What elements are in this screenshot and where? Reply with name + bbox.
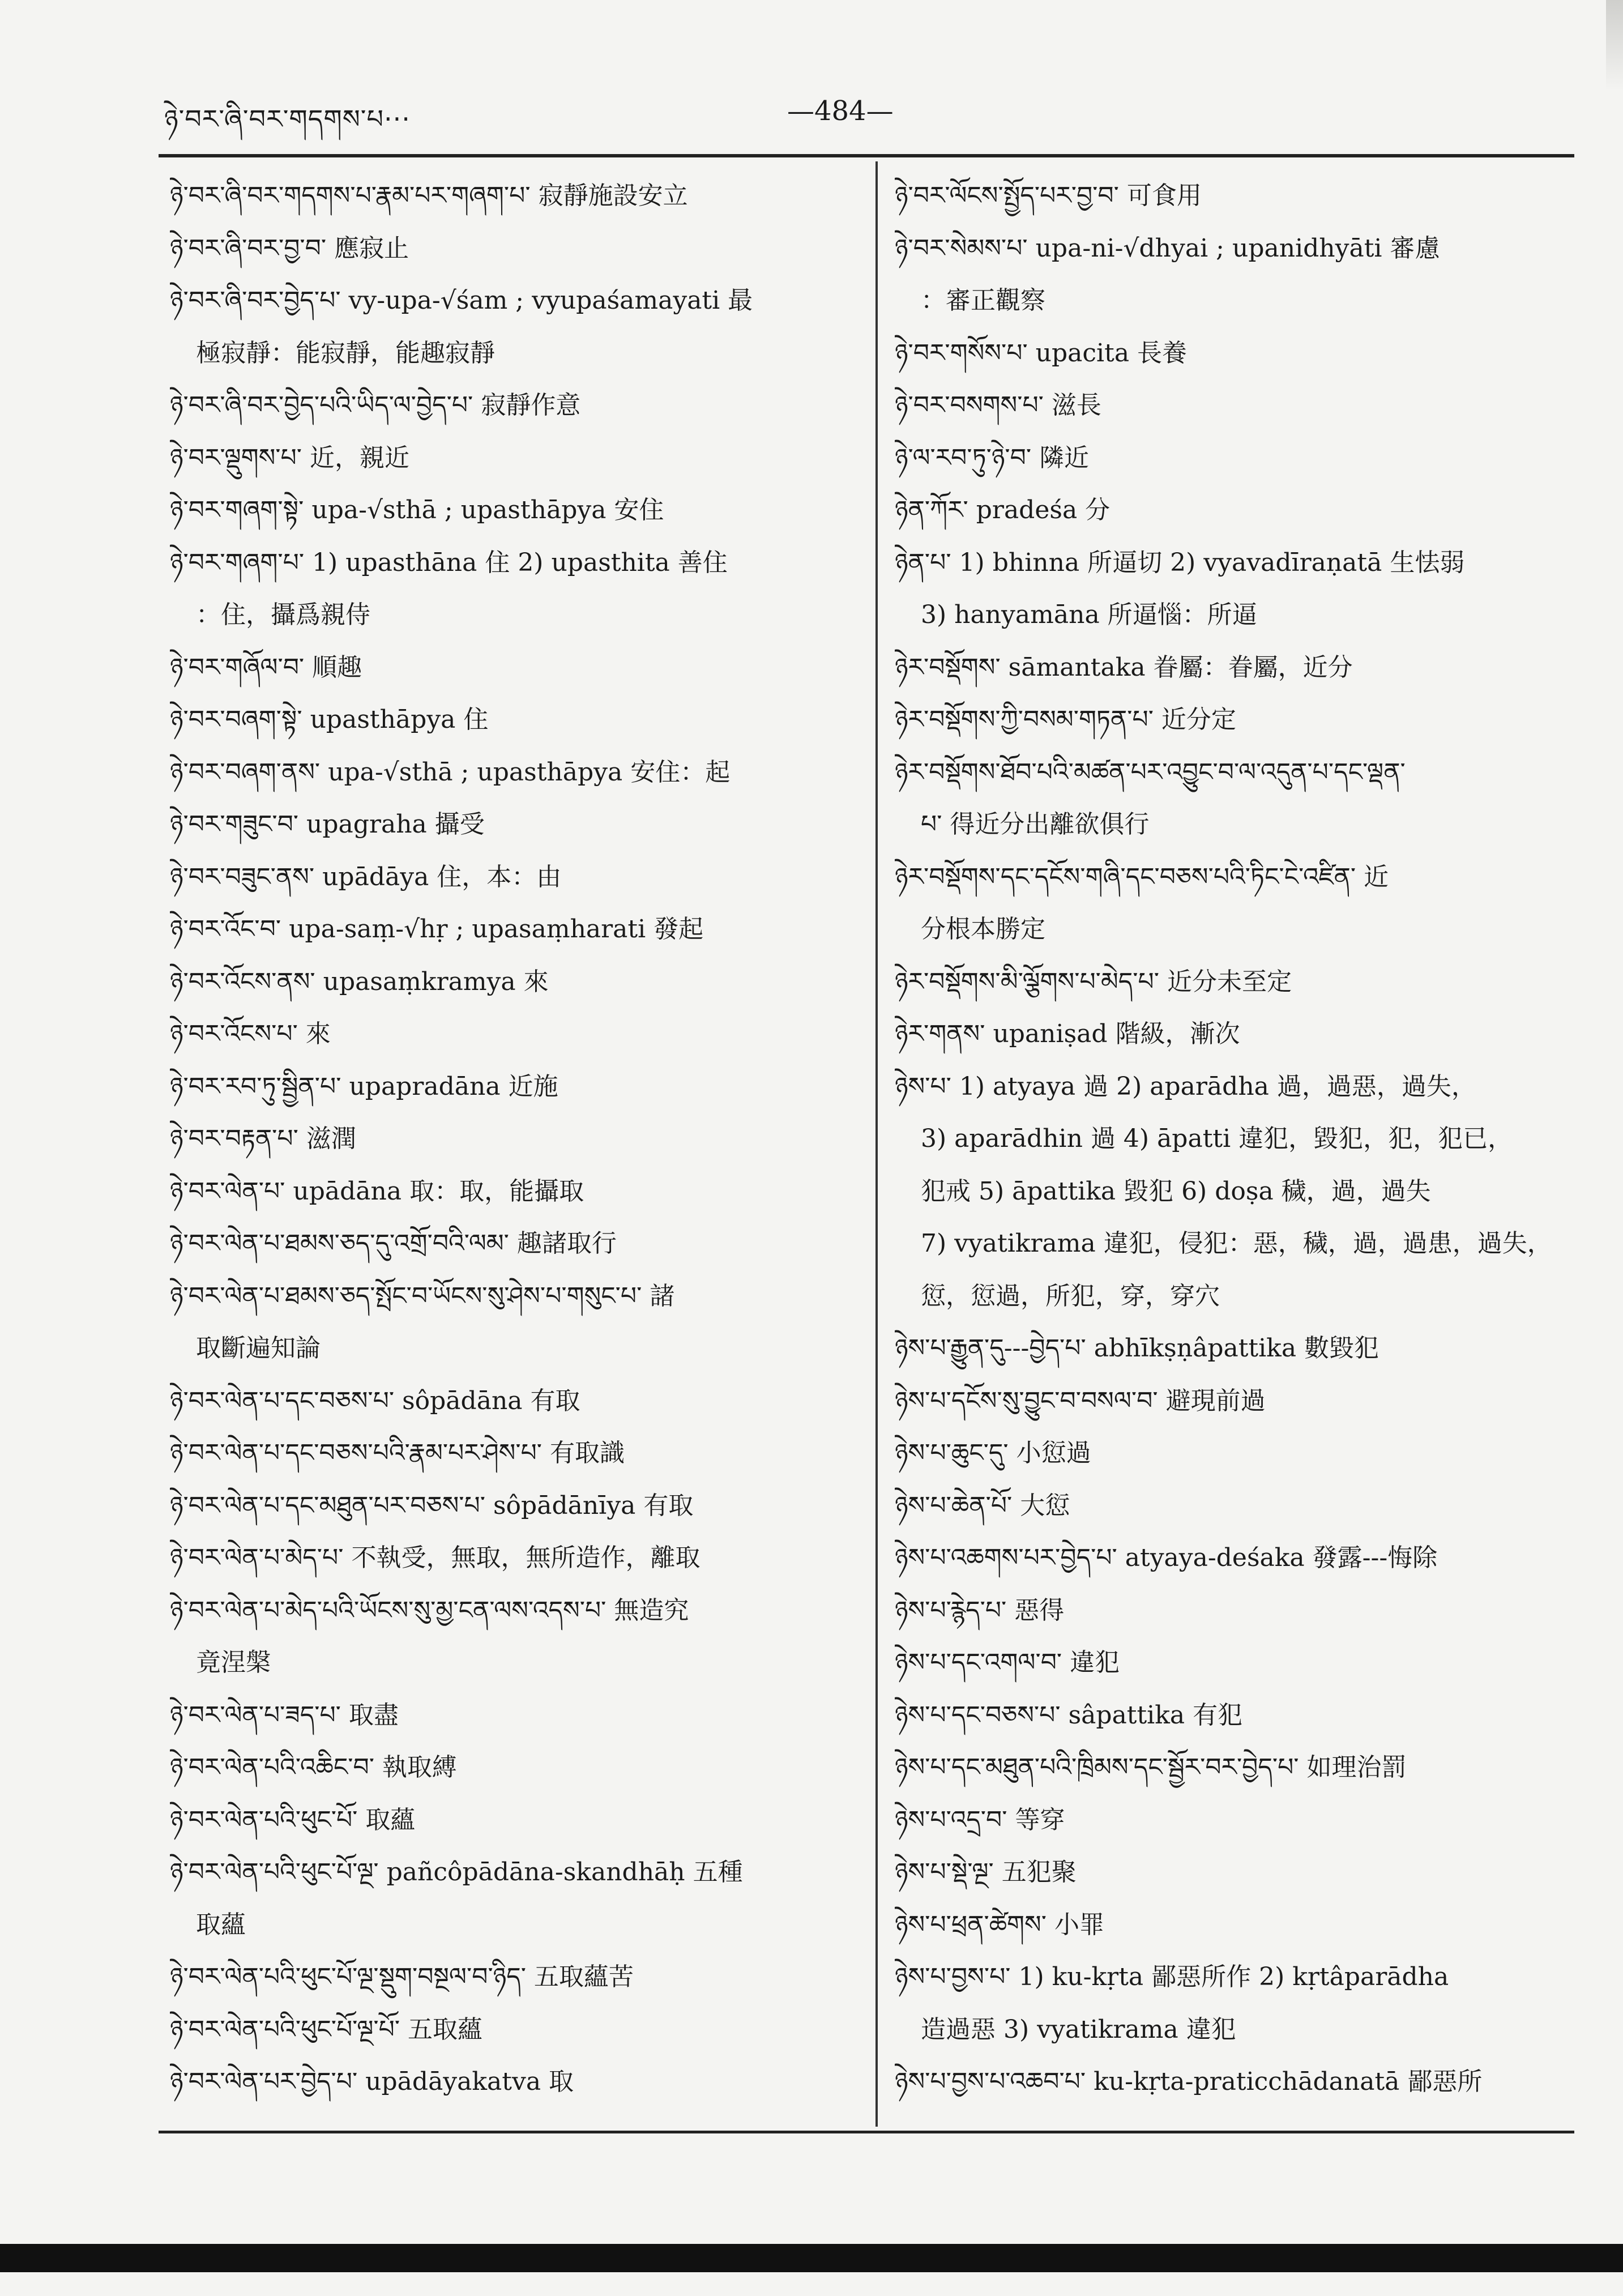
dictionary-entry-line: ཉེར་བསྡོགས་དང་དངོས་གཞི་དང་བཅས་པའི་ཏིང་ངེ་འཛིན་ 近 xyxy=(895,862,1389,891)
dictionary-entry-line: ཉེ་བར་ལེན་པ་ upādāna 取：取，能攝取 xyxy=(170,1176,584,1206)
dictionary-entry-line: ཉེས་པ་ 1) atyaya 過 2) aparādha 過，過惡，過失， xyxy=(895,1072,1476,1101)
dictionary-entry-line: ཉེར་བསྡོགས་ཐོབ་པའི་མཚན་པར་འབྱུང་བ་ལ་འདུན་པ་དང་ལྡན་ xyxy=(895,757,1406,787)
dictionary-entry-line: ཉེས་པ་བྱས་པ་འཆབ་པ་ ku-kṛta-praticchādanatā 鄙惡所 xyxy=(895,2067,1483,2096)
dictionary-entry-line: ཉེ་བར་ལེན་པའི་ཕུང་པོ་ 取蘊 xyxy=(170,1805,416,1834)
dictionary-entry-line: ཉེས་པ་དང་མཐུན་པའི་ཁྲིམས་དང་སྦྱོར་བར་བྱེད་པ་ 如理治罰 xyxy=(895,1753,1407,1782)
dictionary-entry-line: ཉེ་བར་གཟུང་བ་ upagraha 攝受 xyxy=(170,810,485,839)
dictionary-entry-line: ཉེས་པ་སྡེ་ལྔ་ 五犯聚 xyxy=(895,1858,1077,1887)
dictionary-entry-line: ཉེས་པ་རྒྱུན་དུ---བྱེད་པ་ abhīkṣṇâpattika 數毀犯 xyxy=(895,1334,1379,1363)
dictionary-entry-line: ཉེ་བར་ལྡུགས་པ་ 近，親近 xyxy=(170,443,409,472)
dictionary-entry-line: ཉེར་གནས་ upaniṣad 階級，漸次 xyxy=(895,1019,1240,1048)
dictionary-entry-line: ཉེས་པ་དངོས་སུ་བྱུང་བ་བསལ་བ་ 避現前過 xyxy=(895,1386,1266,1415)
column-divider xyxy=(875,161,878,2127)
dictionary-entry-line: ཉེས་པ་རྙེད་པ་ 惡得 xyxy=(895,1595,1065,1625)
scan-edge-mark xyxy=(1606,0,1623,91)
entry-continuation-line: 竟涅槃 xyxy=(196,1648,271,1677)
entry-continuation-line: 愆，愆過，所犯，穿，穿穴 xyxy=(921,1281,1220,1311)
dictionary-entry-line: ཉེ་བར་ལེན་པའི་འཆིང་བ་ 執取縛 xyxy=(170,1753,457,1782)
dictionary-entry-line: ཉེ་བར་ལེན་པ་མེད་པའི་ཡོངས་སུ་མྱ་ངན་ལས་འདས་པ་ 無造究 xyxy=(170,1595,689,1625)
dictionary-entry-line: ཉེར་བསྡོགས་ sāmantaka 眷屬：眷屬，近分 xyxy=(895,652,1353,682)
dictionary-entry-line: ཉེན་པ་ 1) bhinna 所逼切 2) vyavadīraṇatā 生怯弱 xyxy=(895,548,1465,577)
entry-continuation-line: 極寂靜：能寂靜，能趣寂靜 xyxy=(196,338,495,368)
dictionary-entry-line: ཉེ་བར་ལེན་པ་དང་བཅས་པ་ sôpādāna 有取 xyxy=(170,1386,580,1415)
entry-continuation-line: 分根本勝定 xyxy=(921,915,1045,944)
dictionary-entry-line: ཉེ་བར་གཞག་སྟེ་ upa-√sthā ; upasthāpya 安住 xyxy=(170,496,664,524)
dictionary-entry-line: ཉེ་བར་ཞི་བར་གདགས་པ་རྣམ་པར་གཞག་པ་ 寂靜施設安立 xyxy=(170,181,688,210)
footer-rule xyxy=(159,2131,1574,2133)
dictionary-entry-line: ཉེས་པ་ཆུང་དུ་ 小愆過 xyxy=(895,1439,1091,1467)
dictionary-entry-line: ཉེ་བར་ལོངས་སྤྱོད་པར་བྱ་བ་ 可食用 xyxy=(895,181,1202,210)
dictionary-entry-line: ཉེ་བར་བསགས་པ་ 滋長 xyxy=(895,391,1101,420)
dictionary-entry-line: ཉེ་བར་ཞི་བར་བྱེད་པའི་ཡིད་ལ་བྱེད་པ་ 寂靜作意 xyxy=(170,391,581,420)
dictionary-entry-line: ཉེ་བར་ལེན་པའི་ཕུང་པོ་ལྔ་ pañcôpādāna-skandhāḥ 五種 xyxy=(170,1858,743,1887)
dictionary-entry-line: ཉེར་བསྡོགས་ཀྱི་བསམ་གཏན་པ་ 近分定 xyxy=(895,705,1236,734)
dictionary-entry-line: ཉེ་བར་འོངས་ནས་ upasaṃkramya 來 xyxy=(170,967,549,996)
entry-continuation-line: 取蘊 xyxy=(196,1910,246,1939)
dictionary-entry-line: ཉེས་པ་ཕྲན་ཚེགས་ 小罪 xyxy=(895,1910,1104,1939)
entry-continuation-line: 3) hanyamāna 所逼惱：所逼 xyxy=(921,600,1257,629)
dictionary-entry-line: ཉེས་པ་ཆེན་པོ་ 大愆 xyxy=(895,1491,1070,1520)
dictionary-entry-line: ཉེ་བར་ལེན་པར་བྱེད་པ་ upādāyakatva 取 xyxy=(170,2067,574,2096)
entry-continuation-line: 7) vyatikrama 違犯，侵犯：惡，穢，過，過患，過失， xyxy=(921,1229,1552,1258)
dictionary-entry-line: ཉེས་པ་འདྲ་བ་ 等穿 xyxy=(895,1805,1065,1834)
entry-continuation-line: 取斷遍知論 xyxy=(196,1334,321,1363)
dictionary-entry-line: ཉེ་བར་ལེན་པའི་ཕུང་པོ་ལྔ་སྡུག་བསྔལ་བ་ཉིད་ 五取蘊苦 xyxy=(170,1962,634,1991)
entry-continuation-line: 3) aparādhin 過 4) āpatti 違犯，毀犯，犯，犯已， xyxy=(921,1124,1513,1153)
dictionary-entry-line: ཉེ་བར་ལེན་པ་ཐམས་ཅད་སྤོང་བ་ཡོངས་སུ་ཤེས་པ་གསུང་པ་ 諸 xyxy=(170,1281,675,1311)
dictionary-entry-line: ཉེས་པ་འཆགས་པར་བྱེད་པ་ atyaya-deśaka 發露---悔除 xyxy=(895,1543,1438,1572)
dictionary-entry-line: ཉེ་བར་གཞོལ་བ་ 順趣 xyxy=(170,652,362,682)
right-column xyxy=(895,170,1580,2109)
dictionary-entry-line: ཉེ་བར་བཟུང་ནས་ upādāya 住，本：由 xyxy=(170,862,562,891)
dictionary-entry-line: ཉེ་བར་གསོས་པ་ upacita 長養 xyxy=(895,338,1188,368)
left-column xyxy=(170,170,861,2109)
dictionary-entry-line: ཉེ་བར་འོང་བ་ upa-saṃ-√hṛ ; upasaṃharati 發起 xyxy=(170,915,704,944)
dictionary-entry-line: ཉེ་བར་རབ་ཏུ་སྦྱིན་པ་ upapradāna 近施 xyxy=(170,1072,558,1101)
entry-continuation-line: ：住，攝爲親侍 xyxy=(196,600,370,629)
scan-footer-bar xyxy=(0,2244,1623,2272)
dictionary-entry-line: ཉེ་བར་ལེན་པ་དང་བཅས་པའི་རྣམ་པར་ཤེས་པ་ 有取識 xyxy=(170,1439,625,1467)
dictionary-entry-line: ཉེ་བར་གཞག་པ་ 1) upasthāna 住 2) upasthita 善住 xyxy=(170,548,728,577)
dictionary-entry-line: ཉེ་བར་འོངས་པ་ 來 xyxy=(170,1019,331,1048)
dictionary-entry-line: ཉེ་བར་ལེན་པ་དང་མཐུན་པར་བཅས་པ་ sôpādānīya 有取 xyxy=(170,1491,694,1520)
dictionary-entry-line: ཉེ་ལ་རབ་ཏུ་ཉེ་བ་ 隣近 xyxy=(895,443,1090,472)
running-head: ཉེ་བར་ཞི་བར་གདགས་པ··· xyxy=(164,104,411,134)
dictionary-entry-line: ཉེ་བར་ཞི་བར་བྱ་བ་ 應寂止 xyxy=(170,233,409,263)
dictionary-entry-line: ཉེ་བར་བཞག་ནས་ upa-√sthā ; upasthāpya 安住：起 xyxy=(170,757,731,787)
dictionary-entry-line: ཉེས་པ་དང་བཅས་པ་ sâpattika 有犯 xyxy=(895,1700,1243,1730)
dictionary-entry-line: ཉེ་བར་ལེན་པ་ཟད་པ་ 取盡 xyxy=(170,1700,399,1730)
dictionary-entry-line: ཉེ་བར་སེམས་པ་ upa-ni-√dhyai ; upanidhyāti 審慮 xyxy=(895,233,1440,263)
entry-continuation-line: 犯戒 5) āpattika 毀犯 6) doṣa 穢，過，過失 xyxy=(921,1176,1431,1206)
dictionary-entry-line: ཉེ་བར་ལེན་པ་མེད་པ་ 不執受，無取，無所造作，離取 xyxy=(170,1543,701,1572)
dictionary-entry-line: ཉེན་ཀོར་ pradeśa 分 xyxy=(895,496,1111,524)
entry-continuation-line: 造過惡 3) vyatikrama 違犯 xyxy=(921,2015,1236,2044)
dictionary-entry-line: ཉེ་བར་ཞི་བར་བྱེད་པ་ vy-upa-√śam ; vyupaśamayati 最 xyxy=(170,286,753,315)
entry-continuation-line: པ་ 得近分出離欲俱行 xyxy=(921,810,1150,839)
dictionary-entry-line: ཉེར་བསྡོགས་མི་ལྕོགས་པ་མེད་པ་ 近分未至定 xyxy=(895,967,1292,996)
dictionary-entry-line: ཉེས་པ་བྱས་པ་ 1) ku-kṛta 鄙惡所作 2) kṛtâparādha xyxy=(895,1962,1449,1991)
dictionary-entry-line: ཉེ་བར་བཞག་སྟེ་ upasthāpya 住 xyxy=(170,705,489,734)
page-number: —484— xyxy=(787,95,894,127)
header-rule xyxy=(159,154,1574,157)
entry-continuation-line: ：審正觀察 xyxy=(921,286,1045,315)
dictionary-entry-line: ཉེ་བར་བརྟན་པ་ 滋潤 xyxy=(170,1124,356,1153)
dictionary-entry-line: ཉེ་བར་ལེན་པ་ཐམས་ཅད་དུ་འགྲོ་བའི་ལམ་ 趣諸取行 xyxy=(170,1229,617,1258)
dictionary-entry-line: ཉེ་བར་ལེན་པའི་ཕུང་པོ་ལྔ་པོ་ 五取蘊 xyxy=(170,2015,483,2044)
dictionary-entry-line: ཉེས་པ་དང་འགལ་བ་ 違犯 xyxy=(895,1648,1120,1677)
